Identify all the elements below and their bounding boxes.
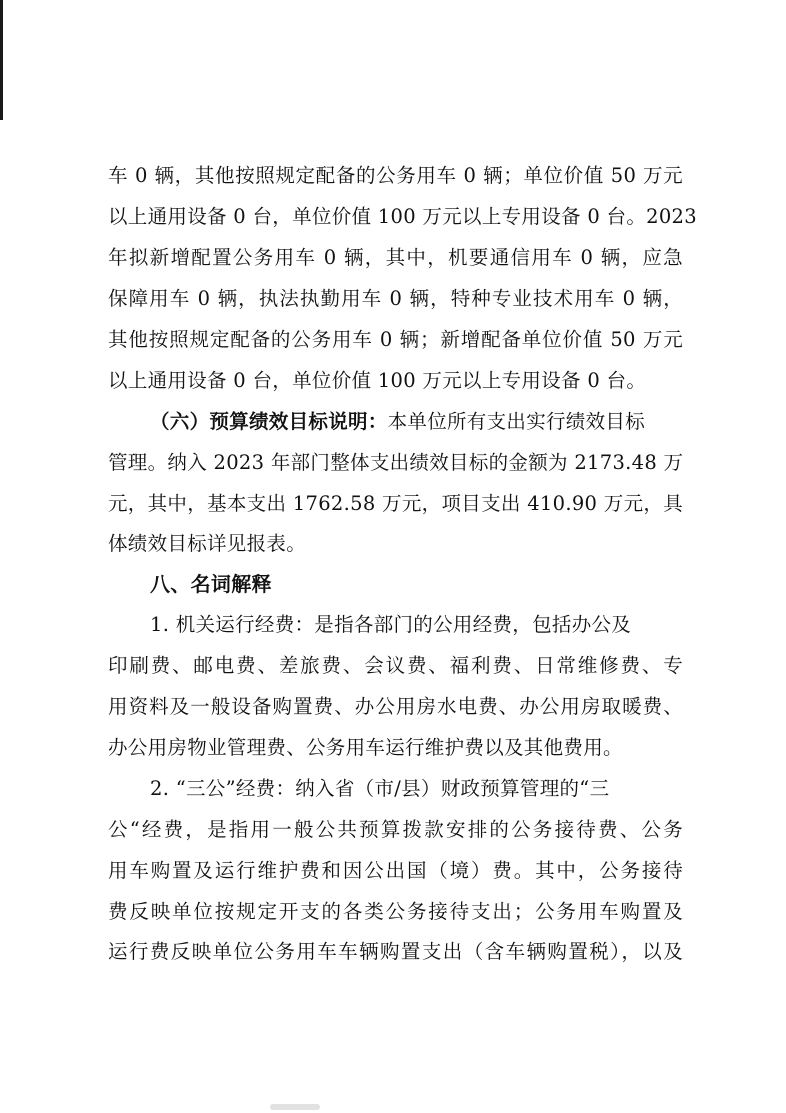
text-line-8: 管理。纳入 2023 年部门整体支出绩效目标的金额为 2173.48 万 bbox=[108, 451, 684, 474]
text-line-4: 保障用车 0 辆，执法执勤用车 0 辆，特种专业技术用车 0 辆， bbox=[108, 287, 683, 310]
text-line-3: 年拟新增配置公务用车 0 辆，其中，机要通信用车 0 辆，应急 bbox=[108, 246, 683, 269]
text-line-5: 其他按照规定配备的公务用车 0 辆；新增配备单位价值 50 万元 bbox=[108, 328, 683, 351]
scan-smudge bbox=[270, 1104, 320, 1110]
text-line-2: 以上通用设备 0 台，单位价值 100 万元以上专用设备 0 台。2023 bbox=[108, 205, 697, 228]
text-line-18: 用车购置及运行维护费和因公出国（境）费。其中，公务接待 bbox=[108, 859, 683, 882]
section-six-heading: （六）预算绩效目标说明： bbox=[150, 410, 388, 433]
scan-edge-mark bbox=[0, 0, 3, 120]
text-line-17: 公“经费，是指用一般公共预算拨款安排的公务接待费、公务 bbox=[108, 818, 683, 841]
text-line-1: 车 0 辆，其他按照规定配备的公务用车 0 辆；单位价值 50 万元 bbox=[108, 164, 683, 187]
text-line-20: 运行费反映单位公务用车车辆购置支出（含车辆购置税），以及 bbox=[108, 940, 683, 963]
text-line-14: 用资料及一般设备购置费、办公用房水电费、办公用房取暖费、 bbox=[108, 695, 683, 718]
text-line-15: 办公用房物业管理费、公务用车运行维护费以及其他费用。 bbox=[108, 736, 623, 759]
text-line-16: 2. “三公”经费：纳入省（市/县）财政预算管理的“三 bbox=[150, 777, 610, 800]
text-line-9: 元，其中，基本支出 1762.58 万元，项目支出 410.90 万元，具 bbox=[108, 492, 683, 515]
text-line-6: 以上通用设备 0 台，单位价值 100 万元以上专用设备 0 台。 bbox=[108, 369, 647, 392]
text-line-13: 印刷费、邮电费、差旅费、会议费、福利费、日常维修费、专 bbox=[108, 654, 683, 677]
text-line-19: 费反映单位按规定开支的各类公务接待支出；公务用车购置及 bbox=[108, 900, 683, 923]
section-six-text: 本单位所有支出实行绩效目标 bbox=[387, 410, 646, 433]
text-line-10: 体绩效目标详见报表。 bbox=[108, 532, 307, 555]
section-six-line bbox=[150, 410, 683, 434]
section-eight-heading: 八、名词解释 bbox=[150, 572, 272, 596]
text-line-12: 1. 机关运行经费：是指各部门的公用经费，包括办公及 bbox=[150, 613, 632, 636]
